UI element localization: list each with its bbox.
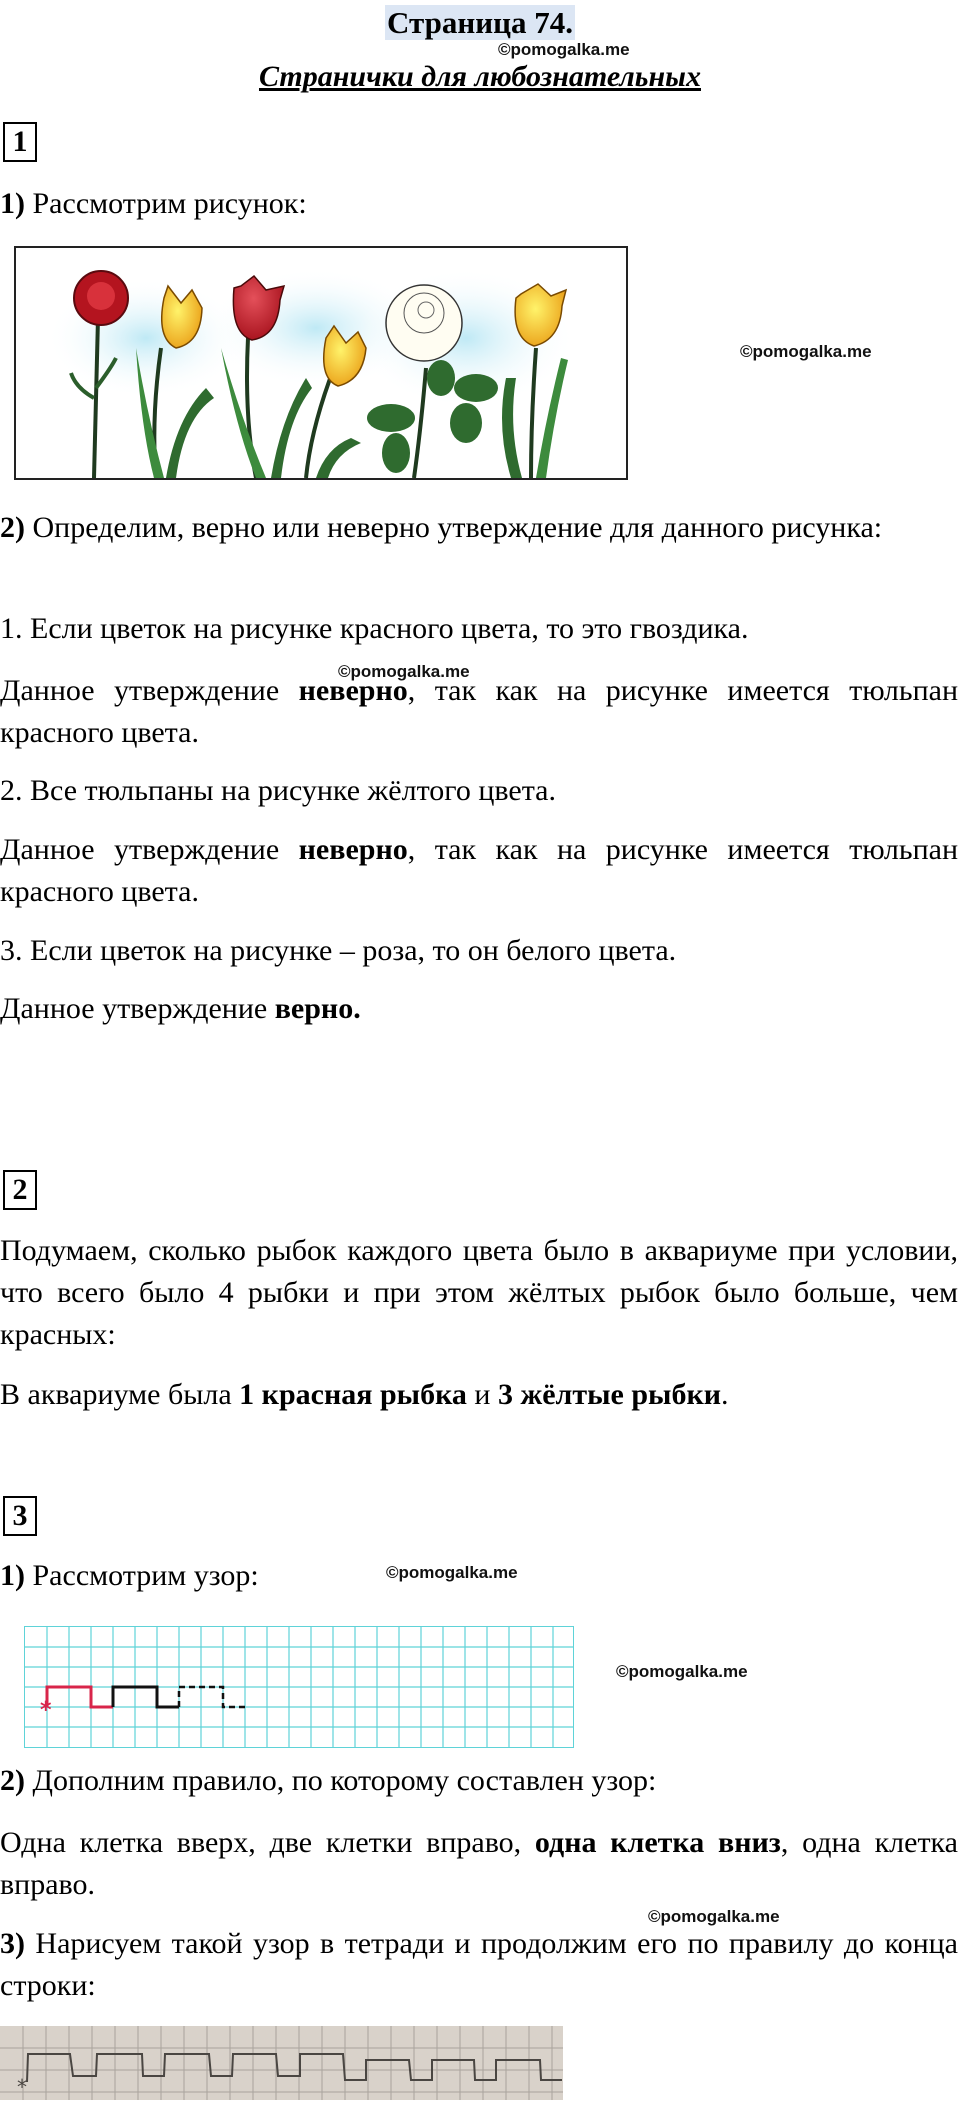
statement-3: 3. Если цветок на рисунке – роза, то он белого цвета. xyxy=(0,934,677,967)
task1-step1: 1) Рассмотрим рисунок: xyxy=(0,187,307,220)
task-number-1: 1 xyxy=(3,122,37,162)
flowers-image xyxy=(16,248,626,478)
task-number-2: 2 xyxy=(3,1170,37,1210)
watermark: ©pomogalka.me xyxy=(498,40,630,59)
flowers-illustration xyxy=(14,246,628,480)
notebook-pattern-image xyxy=(0,2026,563,2100)
watermark: ©pomogalka.me xyxy=(648,1907,780,1926)
notebook-drawing xyxy=(0,2026,563,2100)
watermark: ©pomogalka.me xyxy=(616,1662,748,1681)
task3-step1: 1) Рассмотрим узор: xyxy=(0,1559,259,1592)
watermark: ©pomogalka.me xyxy=(386,1563,518,1582)
statement-1: 1. Если цветок на рисунке красного цвета, то это гвоздика. xyxy=(0,612,749,645)
task2-answer: В аквариуме была 1 красная рыбка и 3 жёлтые рыбки. xyxy=(0,1378,729,1411)
svg-text:*: * xyxy=(17,2075,27,2099)
page-title-text: Страница 74. xyxy=(387,5,573,40)
task1-step2: 2) Определим, верно или неверно утверждение для данного рисунка: xyxy=(0,511,883,544)
statement-1-answer: Данное утверждение неверно, так как на рисунке имеется тюльпан красного цвета. xyxy=(0,674,958,749)
page-title xyxy=(0,4,960,42)
pattern-grid xyxy=(24,1626,574,1748)
task2-question: Подумаем, сколько рыбок каждого цвета было в аквариуме при условии, что всего было 4 рыбки и при этом жёлтых рыбок было больше, чем красных: xyxy=(0,1234,958,1351)
pattern-rule: Одна клетка вверх, две клетки вправо, одна клетка вниз, одна клетка вправо. xyxy=(0,1826,958,1901)
section-subtitle: Странички для любознательных xyxy=(258,60,701,93)
watermark: ©pomogalka.me xyxy=(338,662,470,681)
statement-2-answer: Данное утверждение неверно, так как на рисунке имеется тюльпан красного цвета. xyxy=(0,833,958,908)
statement-2: 2. Все тюльпаны на рисунке жёлтого цвета. xyxy=(0,774,556,807)
task-number-3: 3 xyxy=(3,1496,37,1536)
task3-step3: 3) Нарисуем такой узор в тетради и продолжим его по правилу до конца строки: xyxy=(0,1927,958,2002)
statement-3-answer: Данное утверждение верно. xyxy=(0,992,361,1025)
pattern-grid-image xyxy=(25,1627,573,1747)
task3-step2: 2) Дополним правило, по которому составлен узор: xyxy=(0,1764,657,1797)
watermark: ©pomogalka.me xyxy=(740,342,872,361)
svg-text:*: * xyxy=(40,1698,52,1723)
